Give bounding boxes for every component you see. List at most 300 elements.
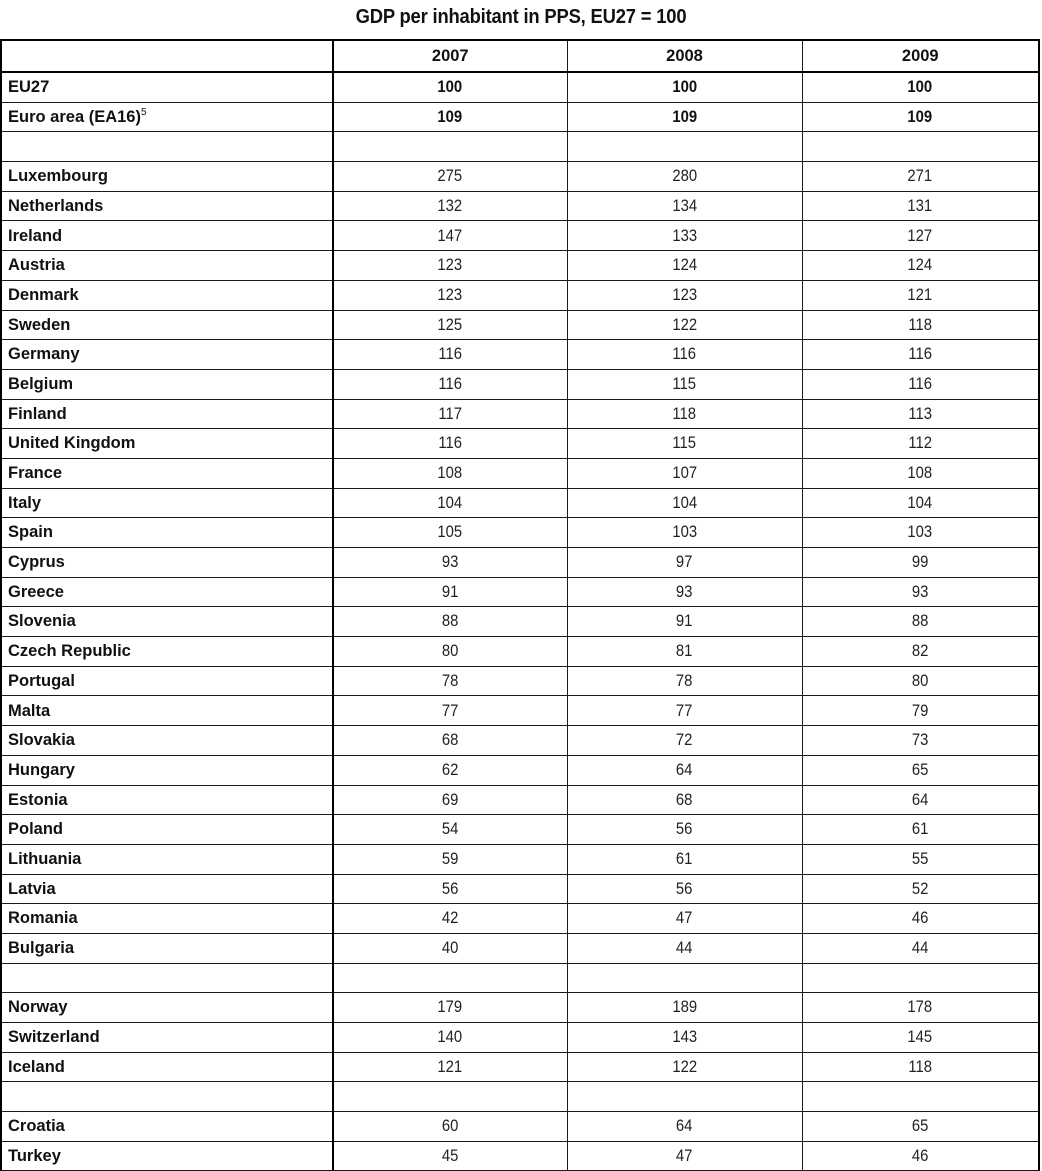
cell-value: 64 (676, 1117, 693, 1136)
value-cell-2007 (333, 251, 567, 281)
value-cell-2007 (333, 1112, 567, 1142)
row-label-cell (1, 755, 333, 785)
row-label: Spain (8, 523, 53, 542)
cell-value: 88 (911, 612, 929, 631)
row-label-cell (1, 1141, 333, 1171)
value-cell-2008 (567, 904, 802, 934)
value-cell-2008 (567, 1112, 802, 1142)
cell-value: 68 (676, 790, 693, 809)
cell-value: 42 (441, 909, 459, 928)
empty-cell (567, 963, 802, 993)
cell-value: 133 (672, 226, 697, 245)
cell-value: 56 (676, 879, 693, 898)
value-cell-2009 (802, 666, 1039, 696)
cell-value: 105 (437, 523, 463, 542)
row-label: Ireland (8, 226, 63, 245)
row-label: Austria (8, 256, 65, 275)
row-label: Norway (8, 998, 68, 1017)
row-label-cell (1, 637, 333, 667)
cell-value: 103 (907, 523, 933, 542)
cell-value: 91 (441, 582, 459, 601)
cell-value: 56 (676, 820, 693, 839)
value-cell-2007 (333, 458, 567, 488)
cell-value: 131 (907, 196, 933, 215)
row-label-cell (1, 369, 333, 399)
value-cell-2007 (333, 518, 567, 548)
value-cell-2007 (333, 399, 567, 429)
value-cell-2008 (567, 518, 802, 548)
cell-value: 52 (911, 879, 929, 898)
row-label: United Kingdom (8, 434, 136, 453)
cell-value: 73 (911, 731, 929, 750)
value-cell-2008 (567, 1141, 802, 1171)
value-cell-2009 (802, 726, 1039, 756)
value-cell-2009 (802, 251, 1039, 281)
cell-value: 107 (672, 464, 697, 483)
value-cell-2009 (802, 102, 1039, 132)
value-cell-2007 (333, 637, 567, 667)
cell-value: 143 (672, 1028, 697, 1047)
row-label-cell (1, 102, 333, 132)
value-cell-2008 (567, 785, 802, 815)
row-label: Netherlands (8, 196, 104, 215)
cell-value: 91 (676, 612, 693, 631)
row-label: Belgium (8, 374, 74, 393)
cell-value: 59 (441, 849, 459, 868)
row-label: Cyprus (8, 553, 65, 572)
table-row (1, 191, 1039, 221)
cell-value: 44 (676, 939, 693, 958)
value-cell-2009 (802, 310, 1039, 340)
value-cell-2007 (333, 429, 567, 459)
cell-value: 116 (672, 345, 697, 364)
cell-value: 45 (441, 1146, 459, 1165)
value-cell-2009 (802, 1141, 1039, 1171)
cell-value: 117 (438, 404, 463, 423)
value-cell-2009 (802, 874, 1039, 904)
table-row (1, 844, 1039, 874)
table-row (1, 607, 1039, 637)
cell-value: 64 (911, 790, 929, 809)
value-cell-2009 (802, 755, 1039, 785)
cell-value: 116 (438, 434, 463, 453)
cell-value: 116 (908, 345, 933, 364)
value-cell-2009 (802, 1023, 1039, 1053)
row-label-cell (1, 993, 333, 1023)
header-year-2007: 2007 (333, 40, 567, 72)
spacer-row (1, 963, 1039, 993)
cell-value: 55 (911, 849, 929, 868)
value-cell-2009 (802, 785, 1039, 815)
value-cell-2007 (333, 755, 567, 785)
row-label-cell (1, 666, 333, 696)
value-cell-2008 (567, 369, 802, 399)
cell-value: 44 (911, 939, 929, 958)
row-label: Latvia (8, 879, 56, 898)
value-cell-2007 (333, 844, 567, 874)
row-label: Lithuania (8, 849, 82, 868)
cell-value: 46 (911, 909, 929, 928)
value-cell-2008 (567, 933, 802, 963)
row-label-cell (1, 251, 333, 281)
table-row (1, 399, 1039, 429)
value-cell-2009 (802, 488, 1039, 518)
table-row (1, 696, 1039, 726)
value-cell-2009 (802, 844, 1039, 874)
aggregate-row (1, 72, 1039, 102)
row-label: Finland (8, 404, 67, 423)
value-cell-2007 (333, 696, 567, 726)
empty-cell (333, 963, 567, 993)
value-cell-2008 (567, 488, 802, 518)
row-label: Romania (8, 909, 78, 928)
value-cell-2008 (567, 162, 802, 192)
value-cell-2009 (802, 429, 1039, 459)
row-label-cell (1, 933, 333, 963)
value-cell-2008 (567, 1052, 802, 1082)
row-label-cell (1, 548, 333, 578)
row-label-cell (1, 399, 333, 429)
value-cell-2007 (333, 904, 567, 934)
row-label: France (8, 464, 63, 483)
row-label: Croatia (8, 1117, 65, 1136)
value-cell-2008 (567, 637, 802, 667)
cell-value: 81 (676, 642, 693, 661)
row-label: EU27 (8, 78, 50, 97)
table-row (1, 726, 1039, 756)
row-label-cell (1, 518, 333, 548)
cell-value: 93 (676, 582, 693, 601)
value-cell-2009 (802, 577, 1039, 607)
cell-value: 134 (672, 196, 697, 215)
value-cell-2008 (567, 340, 802, 370)
cell-value: 121 (907, 285, 933, 304)
cell-value: 54 (441, 820, 459, 839)
row-label-cell (1, 340, 333, 370)
value-cell-2009 (802, 280, 1039, 310)
cell-value: 77 (441, 701, 459, 720)
value-cell-2008 (567, 251, 802, 281)
cell-value: 82 (911, 642, 929, 661)
table-row (1, 548, 1039, 578)
empty-cell (1, 1082, 333, 1112)
cell-value: 109 (437, 107, 463, 126)
row-label-cell (1, 696, 333, 726)
cell-value: 112 (908, 434, 933, 453)
spacer-row (1, 1082, 1039, 1112)
header-year-2009: 2009 (802, 40, 1039, 72)
row-label: Portugal (8, 671, 75, 690)
cell-value: 103 (672, 523, 697, 542)
row-label: Slovakia (8, 731, 75, 750)
value-cell-2007 (333, 1052, 567, 1082)
row-label-cell (1, 785, 333, 815)
cell-value: 109 (907, 107, 933, 126)
empty-cell (567, 1082, 802, 1112)
table-row (1, 1112, 1039, 1142)
row-label: Hungary (8, 760, 75, 779)
value-cell-2008 (567, 221, 802, 251)
value-cell-2008 (567, 993, 802, 1023)
table-row (1, 369, 1039, 399)
cell-value: 118 (672, 404, 697, 423)
table-title: GDP per inhabitant in PPS, EU27 = 100 (355, 6, 687, 28)
value-cell-2009 (802, 518, 1039, 548)
value-cell-2007 (333, 1023, 567, 1053)
value-cell-2009 (802, 696, 1039, 726)
row-label: Estonia (8, 790, 68, 809)
value-cell-2007 (333, 933, 567, 963)
value-cell-2008 (567, 577, 802, 607)
cell-value: 61 (676, 849, 693, 868)
value-cell-2008 (567, 726, 802, 756)
cell-value: 93 (441, 553, 459, 572)
row-label-cell (1, 1112, 333, 1142)
cell-value: 145 (907, 1028, 933, 1047)
cell-value: 61 (911, 820, 929, 839)
cell-value: 123 (672, 285, 697, 304)
cell-value: 122 (672, 315, 697, 334)
cell-value: 178 (907, 998, 933, 1017)
table-row (1, 637, 1039, 667)
table-row (1, 1023, 1039, 1053)
cell-value: 47 (676, 1146, 693, 1165)
value-cell-2008 (567, 696, 802, 726)
row-label: Italy (8, 493, 42, 512)
row-label: Germany (8, 345, 80, 364)
cell-value: 56 (441, 879, 459, 898)
value-cell-2007 (333, 102, 567, 132)
cell-value: 109 (672, 107, 697, 126)
table-row (1, 577, 1039, 607)
table-row (1, 815, 1039, 845)
cell-value: 77 (676, 701, 693, 720)
row-label-cell (1, 1023, 333, 1053)
header-label-cell (1, 40, 333, 72)
row-label: Euro area (EA16) (8, 108, 141, 127)
row-label: Slovenia (8, 612, 76, 631)
value-cell-2009 (802, 340, 1039, 370)
cell-value: 147 (437, 226, 463, 245)
value-cell-2007 (333, 310, 567, 340)
value-cell-2009 (802, 904, 1039, 934)
value-cell-2008 (567, 458, 802, 488)
row-label-cell (1, 607, 333, 637)
table-row (1, 518, 1039, 548)
cell-value: 116 (438, 374, 463, 393)
table-row (1, 755, 1039, 785)
value-cell-2009 (802, 399, 1039, 429)
table-row (1, 221, 1039, 251)
cell-value: 179 (437, 998, 463, 1017)
value-cell-2007 (333, 815, 567, 845)
row-label-cell (1, 726, 333, 756)
cell-value: 280 (672, 167, 697, 186)
cell-value: 88 (441, 612, 459, 631)
value-cell-2007 (333, 280, 567, 310)
cell-value: 47 (676, 909, 693, 928)
value-cell-2007 (333, 162, 567, 192)
cell-value: 118 (908, 315, 933, 334)
row-label: Malta (8, 701, 51, 720)
row-label-cell (1, 815, 333, 845)
table-row (1, 666, 1039, 696)
cell-value: 100 (672, 78, 697, 97)
header-row (1, 40, 1039, 72)
row-label-cell (1, 221, 333, 251)
cell-value: 104 (437, 493, 463, 512)
cell-value: 46 (911, 1146, 929, 1165)
cell-value: 271 (907, 167, 933, 186)
gdp-table (0, 39, 1040, 1171)
footnote-marker: 5 (140, 107, 147, 119)
table-row (1, 1052, 1039, 1082)
value-cell-2008 (567, 815, 802, 845)
cell-value: 127 (907, 226, 933, 245)
value-cell-2007 (333, 666, 567, 696)
value-cell-2008 (567, 429, 802, 459)
row-label-cell (1, 844, 333, 874)
empty-cell (802, 132, 1039, 162)
value-cell-2008 (567, 874, 802, 904)
value-cell-2009 (802, 815, 1039, 845)
value-cell-2008 (567, 72, 802, 102)
value-cell-2007 (333, 726, 567, 756)
value-cell-2008 (567, 607, 802, 637)
gdp-table-container (0, 39, 1038, 1171)
value-cell-2007 (333, 72, 567, 102)
table-row (1, 458, 1039, 488)
empty-cell (333, 132, 567, 162)
empty-cell (1, 963, 333, 993)
cell-value: 118 (908, 1057, 933, 1076)
cell-value: 189 (672, 998, 697, 1017)
empty-cell (333, 1082, 567, 1112)
table-row (1, 488, 1039, 518)
value-cell-2009 (802, 221, 1039, 251)
cell-value: 104 (907, 493, 933, 512)
row-label: Bulgaria (8, 939, 75, 958)
row-label-cell (1, 1052, 333, 1082)
cell-value: 121 (437, 1057, 463, 1076)
row-label-cell (1, 458, 333, 488)
value-cell-2007 (333, 340, 567, 370)
table-row (1, 1141, 1039, 1171)
cell-value: 275 (437, 167, 463, 186)
cell-value: 65 (911, 760, 929, 779)
value-cell-2009 (802, 1112, 1039, 1142)
value-cell-2008 (567, 191, 802, 221)
value-cell-2007 (333, 993, 567, 1023)
cell-value: 108 (437, 464, 463, 483)
row-label: Czech Republic (8, 642, 131, 661)
row-label-cell (1, 191, 333, 221)
row-label-cell (1, 904, 333, 934)
cell-value: 115 (672, 434, 697, 453)
value-cell-2007 (333, 488, 567, 518)
row-label: Luxembourg (8, 167, 108, 186)
row-label-cell (1, 488, 333, 518)
value-cell-2009 (802, 458, 1039, 488)
value-cell-2008 (567, 844, 802, 874)
cell-value: 72 (676, 731, 693, 750)
table-row (1, 280, 1039, 310)
value-cell-2008 (567, 1023, 802, 1053)
cell-value: 79 (911, 701, 929, 720)
row-label: Sweden (8, 315, 71, 334)
value-cell-2007 (333, 369, 567, 399)
spacer-row (1, 132, 1039, 162)
cell-value: 108 (907, 464, 933, 483)
cell-value: 80 (441, 642, 459, 661)
row-label: Switzerland (8, 1028, 100, 1047)
cell-value: 100 (907, 78, 933, 97)
row-label-cell (1, 280, 333, 310)
table-row (1, 874, 1039, 904)
row-label-cell (1, 874, 333, 904)
row-label-cell (1, 310, 333, 340)
row-label-cell (1, 429, 333, 459)
value-cell-2009 (802, 993, 1039, 1023)
cell-value: 115 (672, 374, 697, 393)
value-cell-2008 (567, 310, 802, 340)
cell-value: 69 (441, 790, 459, 809)
value-cell-2007 (333, 874, 567, 904)
cell-value: 113 (908, 404, 933, 423)
value-cell-2007 (333, 221, 567, 251)
row-label-cell (1, 162, 333, 192)
empty-cell (567, 132, 802, 162)
empty-cell (1, 132, 333, 162)
cell-value: 80 (911, 671, 929, 690)
value-cell-2007 (333, 607, 567, 637)
cell-value: 125 (437, 315, 463, 334)
value-cell-2007 (333, 577, 567, 607)
table-row (1, 162, 1039, 192)
table-row (1, 429, 1039, 459)
cell-value: 78 (441, 671, 459, 690)
aggregate-row (1, 102, 1039, 132)
table-body (1, 72, 1039, 1171)
empty-cell (802, 963, 1039, 993)
cell-value: 124 (672, 256, 697, 275)
cell-value: 68 (441, 731, 459, 750)
value-cell-2009 (802, 369, 1039, 399)
cell-value: 104 (672, 493, 697, 512)
cell-value: 62 (441, 760, 459, 779)
cell-value: 132 (437, 196, 463, 215)
value-cell-2007 (333, 785, 567, 815)
cell-value: 100 (437, 78, 463, 97)
table-row (1, 310, 1039, 340)
table-row (1, 251, 1039, 281)
cell-value: 123 (437, 285, 463, 304)
table-row (1, 993, 1039, 1023)
value-cell-2009 (802, 637, 1039, 667)
cell-value: 124 (907, 256, 933, 275)
cell-value: 60 (441, 1117, 459, 1136)
value-cell-2009 (802, 72, 1039, 102)
table-row (1, 340, 1039, 370)
value-cell-2009 (802, 162, 1039, 192)
row-label-cell (1, 577, 333, 607)
cell-value: 116 (908, 374, 933, 393)
empty-cell (802, 1082, 1039, 1112)
row-label: Iceland (8, 1057, 65, 1076)
value-cell-2008 (567, 666, 802, 696)
value-cell-2009 (802, 933, 1039, 963)
value-cell-2007 (333, 548, 567, 578)
